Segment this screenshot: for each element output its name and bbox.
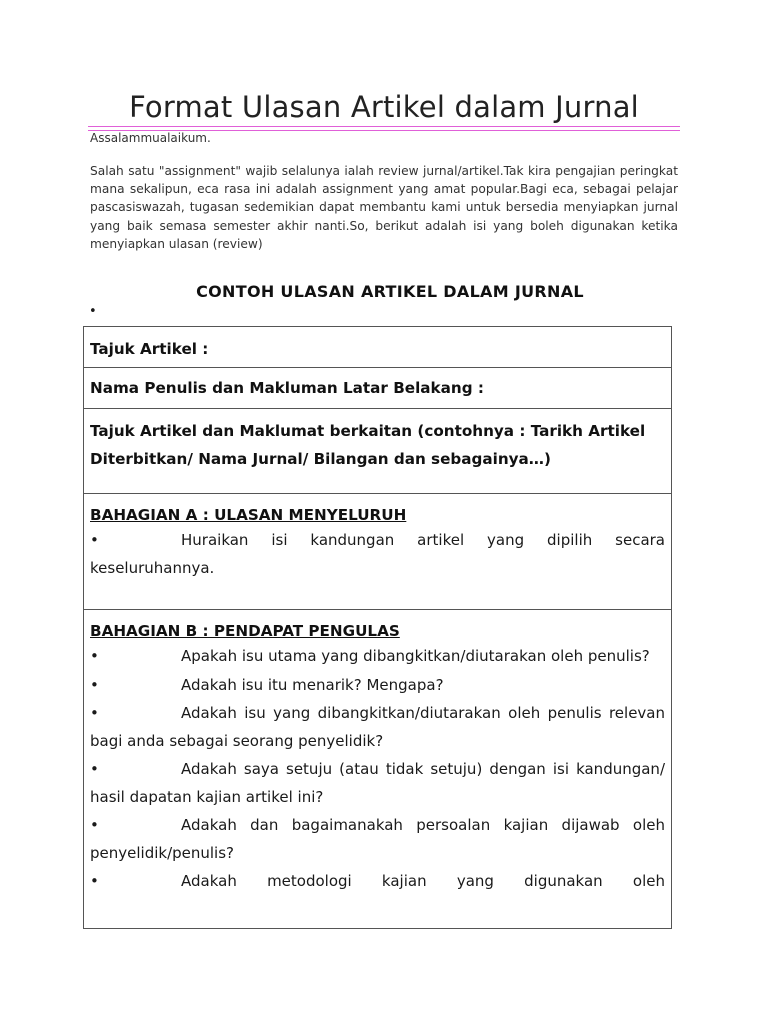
section-b-heading: BAHAGIAN B : PENDAPAT PENGULAS [90,622,400,640]
list-item: • Huraikan isi kandungan artikel yang dipilih secara keseluruhannya. [90,527,665,582]
author-info-label: Nama Penulis dan Makluman Latar Belakang : [90,379,484,397]
list-item: • Apakah isu utama yang dibangkitkan/diutarakan oleh penulis? [90,643,665,671]
list-item: • Adakah isu yang dibangkitkan/diutarakan oleh penulis relevan bagi anda sebagai seorang penyelidik? [90,700,665,755]
list-item: • Adakah dan bagaimanakah persoalan kajian dijawab oleh penyelidik/penulis? [90,812,665,867]
intro-paragraph: Salah satu "assignment" wajib selalunya ialah review jurnal/artikel.Tak kira pengajian peringkat mana sekalipun, eca rasa ini adalah assignment yang amat popular.Bagi eca, sebagai pelajar pascasiswazah, tugasan sedemikian dapat membantu kami untuk bersedia menyiapkan jurnal yang baik semasa semester akhir nanti.So, berikut adalah isi yang boleh digunakan ketika menyiapkan ulasan (review) [90,164,678,251]
table-row [84,327,671,368]
article-title-label: Tajuk Artikel : [90,340,209,358]
example-heading: CONTOH ULASAN ARTIKEL DALAM JURNAL [196,282,584,301]
article-info-label: Tajuk Artikel dan Maklumat berkaitan (contohnya : Tarikh Artikel Diterbitkan/ Nama Jurnal/ Bilangan dan sebagainya…) [90,422,646,468]
bullet-marker: • [90,675,99,694]
section-b-row [84,610,671,896]
greeting-text: Assalammualaikum. [90,131,211,145]
bullet-marker: • [90,647,99,665]
section-a-heading: BAHAGIAN A : ULASAN MENYELURUH [90,506,407,524]
bullet-marker: • [90,816,99,834]
bullet-marker: • [89,304,97,319]
review-template-table [83,326,672,929]
section-a-row [84,494,671,610]
bullet-marker: • [90,872,99,890]
bullet-marker: • [90,760,99,778]
list-item: • Adakah saya setuju (atau tidak setuju) dengan isi kandungan/ hasil dapatan kajian artikel ini? [90,756,665,811]
table-row [84,409,671,494]
page-title: Format Ulasan Artikel dalam Jurnal [129,90,639,124]
title-underline-top [88,126,680,127]
table-row [84,368,671,409]
bullet-marker: • [90,704,99,722]
list-item: • Adakah metodologi kajian yang digunakan oleh [90,868,665,896]
list-item: • Adakah isu itu menarik? Mengapa? [90,672,665,700]
bullet-marker: • [90,531,99,549]
